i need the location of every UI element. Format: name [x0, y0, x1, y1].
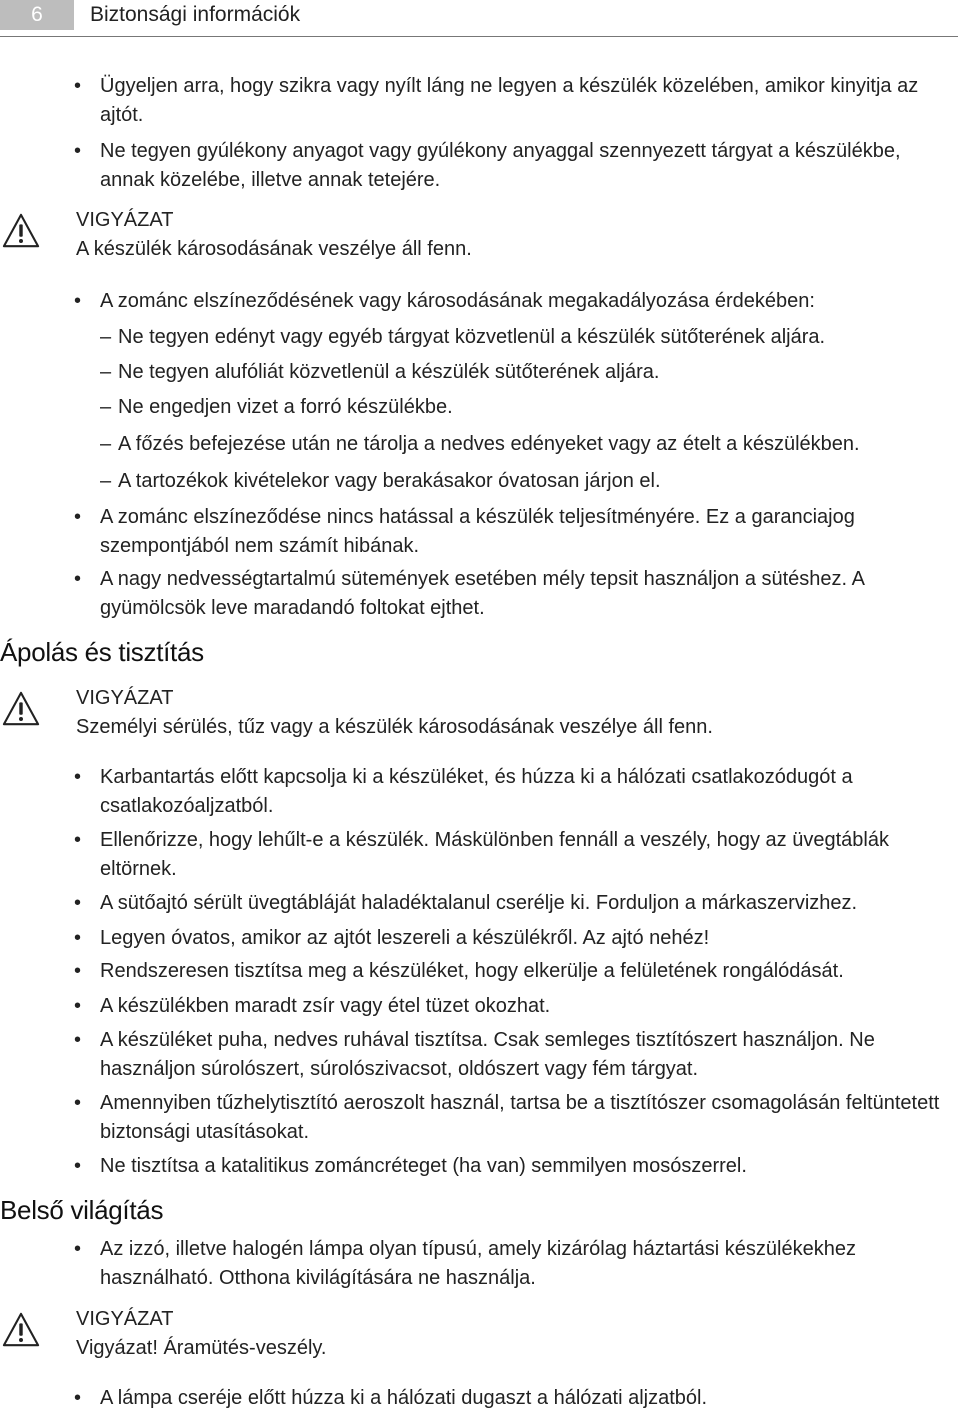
- warning-title: VIGYÁZAT: [76, 1308, 174, 1330]
- list-item: • Az izzó, illetve halogén lámpa olyan típusú, amely kizárólag háztartási készülékekhez használható. Otthona kivilágítására ne használja.: [74, 1238, 856, 1289]
- list-item: • Ellenőrizze, hogy lehűlt-e a készülék. Máskülönben fennáll a veszély, hogy az üvegtáblák eltörnek.: [74, 829, 889, 880]
- list-item: • A zománc elszíneződése nincs hatással a készülék teljesítményére. Ez a garanciajog szempontjából nem számít hibának.: [74, 506, 855, 557]
- warning-triangle-icon: [2, 212, 40, 250]
- page-section-title: Biztonsági információk: [90, 3, 301, 26]
- list-item: • A zománc elszíneződésének vagy károsodásának megakadályozása érdekében:: [74, 290, 815, 312]
- bullet-text: Az izzó, illetve halogén lámpa olyan típusú, amely kizárólag háztartási készülékekhez használható. Otthona kivilágítására ne használja.: [100, 1238, 856, 1289]
- list-item: • Amennyiben tűzhelytisztító aeroszolt használ, tartsa be a tisztítószer csomagolásán feltüntetett biztonsági utasításokat.: [74, 1092, 940, 1143]
- header-rule: [0, 36, 958, 37]
- list-item: • A sütőajtó sérült üvegtábláját haladéktalanul cserélje ki. Forduljon a márkaszervizhez.: [74, 892, 858, 914]
- bullet-text: A sütőajtó sérült üvegtábláját haladéktalanul cserélje ki. Forduljon a márkaszervizhez.: [100, 892, 858, 914]
- list-item: • A lámpa cseréje előtt húzza ki a hálózati dugaszt a hálózati aljzatból.: [74, 1387, 708, 1409]
- list-item: • A készüléket puha, nedves ruhával tisztítsa. Csak semleges tisztítószert használjon. Ne használjon súrolószert, súrolószivacsot, oldószert vagy fém tárgyat.: [74, 1029, 875, 1080]
- page-number: 6: [0, 0, 74, 30]
- bullet-text: A lámpa cseréje előtt húzza ki a hálózati dugaszt a hálózati aljzatból.: [100, 1387, 708, 1409]
- list-item: • Legyen óvatos, amikor az ajtót leszereli a készülékről. Az ajtó nehéz!: [74, 927, 710, 949]
- dash-text: Ne tegyen alufóliát közvetlenül a készülék sütőterének aljára.: [118, 361, 660, 383]
- warning-text: Személyi sérülés, tűz vagy a készülék károsodásának veszélye áll fenn.: [76, 716, 713, 738]
- section-heading-care: Ápolás és tisztítás: [0, 637, 204, 667]
- bullet-text: Karbantartás előtt kapcsolja ki a készüléket, és húzza ki a hálózati csatlakozódugót a csatlakozóaljzatból.: [100, 766, 853, 817]
- bullet-text: A készülékben maradt zsír vagy étel tüzet okozhat.: [100, 995, 551, 1017]
- warning-triangle-icon: [2, 690, 40, 728]
- warning-title: VIGYÁZAT: [76, 209, 174, 231]
- list-item: • A készülékben maradt zsír vagy étel tüzet okozhat.: [74, 995, 551, 1017]
- warning-text: A készülék károsodásának veszélye áll fenn.: [76, 238, 472, 260]
- section-heading-light: Belső világítás: [0, 1195, 164, 1225]
- bullet-text: Ellenőrizze, hogy lehűlt-e a készülék. Máskülönben fennáll a veszély, hogy az üvegtáblák eltörnek.: [100, 829, 889, 880]
- dash-text: Ne engedjen vizet a forró készülékbe.: [118, 396, 453, 418]
- warning-text: Vigyázat! Áramütés-veszély.: [76, 1337, 327, 1359]
- bullet-text: Rendszeresen tisztítsa meg a készüléket, hogy elkerülje a felületének rongálódását.: [100, 960, 844, 982]
- page-header: [0, 0, 960, 34]
- bullet-text: Legyen óvatos, amikor az ajtót leszereli a készülékről. Az ajtó nehéz!: [100, 927, 710, 949]
- bullet-text: A zománc elszíneződése nincs hatással a készülék teljesítményére. Ez a garanciajog szempontjából nem számít hibának.: [100, 506, 855, 557]
- dash-text: A főzés befejezése után ne tárolja a nedves edényeket vagy az ételt a készülékben.: [118, 433, 860, 455]
- bullet-text: Ne tisztítsa a katalitikus zománcréteget (ha van) semmilyen mosószerrel.: [100, 1155, 747, 1177]
- list-item: • Ügyeljen arra, hogy szikra vagy nyílt láng ne legyen a készülék közelében, amikor kinyitja az ajtót.: [74, 75, 919, 126]
- dash-text: A tartozékok kivételekor vagy berakásakor óvatosan járjon el.: [118, 470, 661, 492]
- warning-triangle-icon: [2, 1311, 40, 1349]
- bullet-text: A készüléket puha, nedves ruhával tisztítsa. Csak semleges tisztítószert használjon. Ne használjon súrolószert, súrolószivacsot, oldószert vagy fém tárgyat.: [100, 1029, 875, 1080]
- dash-text: Ne tegyen edényt vagy egyéb tárgyat közvetlenül a készülék sütőterének aljára.: [118, 326, 826, 348]
- bullet-text: Ne tegyen gyúlékony anyagot vagy gyúlékony anyaggal szennyezett tárgyat a készülékbe, annak közelébe, illetve annak tetejére.: [100, 140, 901, 191]
- list-item: • Rendszeresen tisztítsa meg a készüléket, hogy elkerülje a felületének rongálódását.: [74, 960, 844, 982]
- warning-title: VIGYÁZAT: [76, 687, 174, 709]
- bullet-text: Ügyeljen arra, hogy szikra vagy nyílt láng ne legyen a készülék közelében, amikor kinyitja az ajtót.: [100, 75, 919, 126]
- bullet-text: A nagy nedvességtartalmú sütemények esetében mély tepsit használjon a sütéshez. A gyümölcsök leve maradandó foltokat ejthet.: [100, 568, 864, 619]
- list-item: • Karbantartás előtt kapcsolja ki a készüléket, és húzza ki a hálózati csatlakozódugót a csatlakozóaljzatból.: [74, 766, 853, 817]
- list-item: • A nagy nedvességtartalmú sütemények esetében mély tepsit használjon a sütéshez. A gyümölcsök leve maradandó foltokat ejthet.: [74, 568, 864, 619]
- bullet-text: A zománc elszíneződésének vagy károsodásának megakadályozása érdekében:: [100, 290, 815, 312]
- list-item: • Ne tisztítsa a katalitikus zománcréteget (ha van) semmilyen mosószerrel.: [74, 1155, 747, 1177]
- bullet-text: Amennyiben tűzhelytisztító aeroszolt használ, tartsa be a tisztítószer csomagolásán feltüntetett biztonsági utasításokat.: [100, 1092, 940, 1143]
- list-item: • Ne tegyen gyúlékony anyagot vagy gyúlékony anyaggal szennyezett tárgyat a készülékbe, annak közelébe, illetve annak tetejére.: [74, 140, 901, 191]
